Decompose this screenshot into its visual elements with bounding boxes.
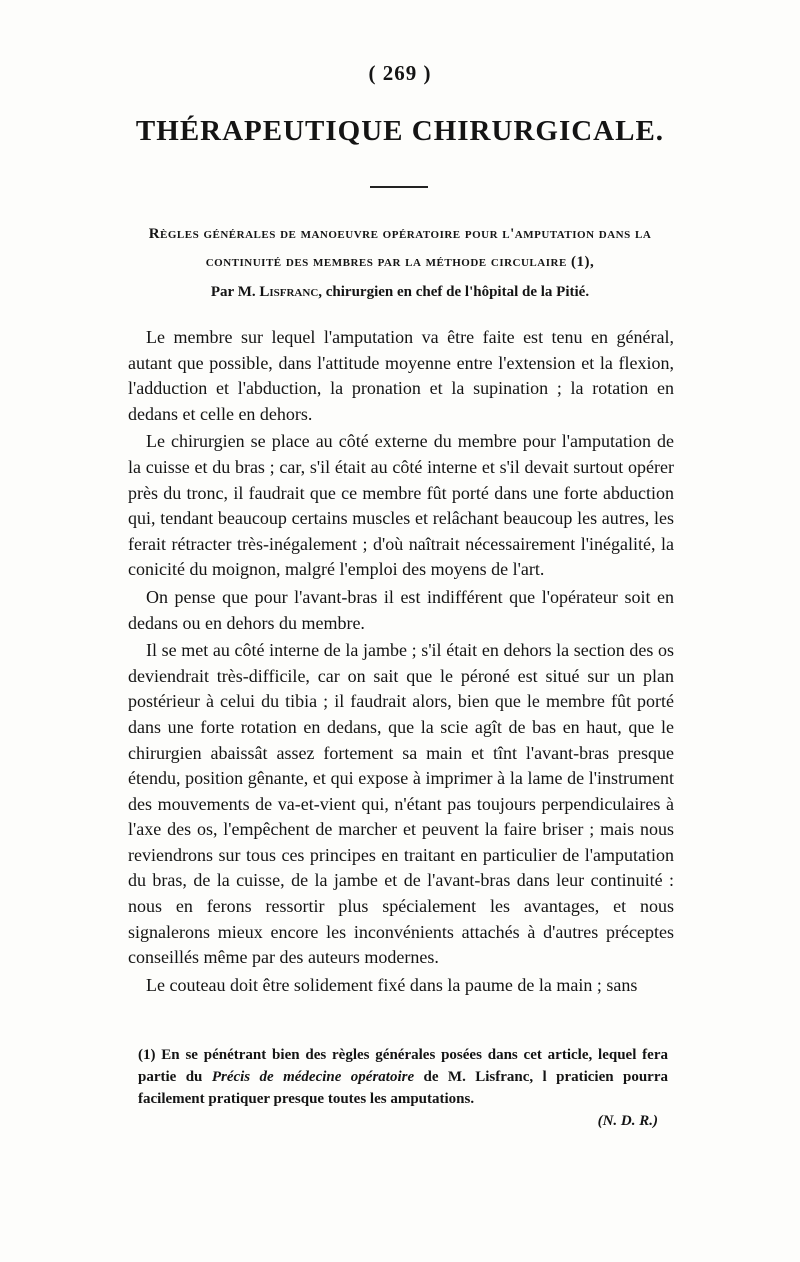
article-subtitle: Règles générales de manoeuvre opératoire pour l'amputation dans la continuité des membres par la méthode circulaire (1),	[148, 226, 652, 270]
footnote-book-title: Précis de médecine opératoire	[211, 1069, 415, 1085]
paragraph: Le couteau doit être solidement fixé dans la paume de la main ; sans	[146, 974, 638, 995]
footnote-text-after: de M. Lisfranc, l praticien pourra facilement pratiquer presque toutes les amputations.	[138, 1069, 668, 1107]
author-name: Lisfranc	[259, 284, 319, 300]
title-divider	[370, 186, 428, 188]
footnote-text-before: (1) En se pénétrant bien des règles générales posées dans cet article, lequel fera partie du	[138, 1047, 668, 1085]
footnote-signature: (N. D. R.)	[597, 1113, 658, 1129]
page-number: ( 269 )	[368, 61, 432, 85]
paragraph: On pense que pour l'avant-bras il est indifférent que l'opérateur soit en dedans ou en dehors du membre.	[128, 586, 674, 633]
footnote	[138, 1044, 668, 1132]
page-title: THÉRAPEUTIQUE CHIRURGICALE.	[135, 115, 665, 147]
author-suffix: , chirurgien en chef de l'hôpital de la Pitié.	[318, 284, 590, 300]
author-line	[150, 284, 650, 301]
author-prefix: Par M.	[210, 284, 256, 300]
article-body	[128, 325, 674, 1000]
paragraph: Le chirurgien se place au côté externe du membre pour l'amputation de la cuisse et du bras ; car, s'il était au côté interne et s'il devait surtout opérer près du tronc, il faudrait que ce membre fût porté dans une forte abduction qui, tendant beaucoup certains muscles et relâchant beaucoup les autres, les ferait rétracter très-inégalement ; d'où naîtrait nécessairement l'inégalité, la conicité du moignon, malgré l'emploi des moyens de l'art.	[128, 431, 674, 580]
paragraph: Il se met au côté interne de la jambe ; s'il était en dehors la section des os deviendrait très-difficile, car on sait que le péroné est situé sur un plan postérieur à celui du tibia ; il faudrait alors, bien que le membre fût porté dans une forte rotation en dedans, que la scie agît de bas en haut, que le chirurgien abaissât assez fortement sa main et tînt l'avant-bras presque étendu, position gênante, et qui expose à imprimer à la lame de l'instrument des mouvements de va-et-vient qui, n'étant pas toujours perpendiculaires à l'axe des os, l'empêchent de marcher et peuvent la faire briser ; mais nous reviendrons sur tous ces principes en traitant en particulier de l'amputation du bras, de la cuisse, de la jambe et de l'avant-bras dans leur continuité : nous en ferons ressortir plus spécialement les avantages, et nous signalerons mieux encore les inconvénients attachés à d'autres préceptes conseillés même par des auteurs modernes.	[128, 640, 674, 968]
paragraph: Le membre sur lequel l'amputation va être faite est tenu en général, autant que possible, dans l'attitude moyenne entre l'extension et la flexion, l'adduction et l'abduction, la pronation et la supination ; la rotation en dedans et celle en dehors.	[128, 327, 674, 424]
